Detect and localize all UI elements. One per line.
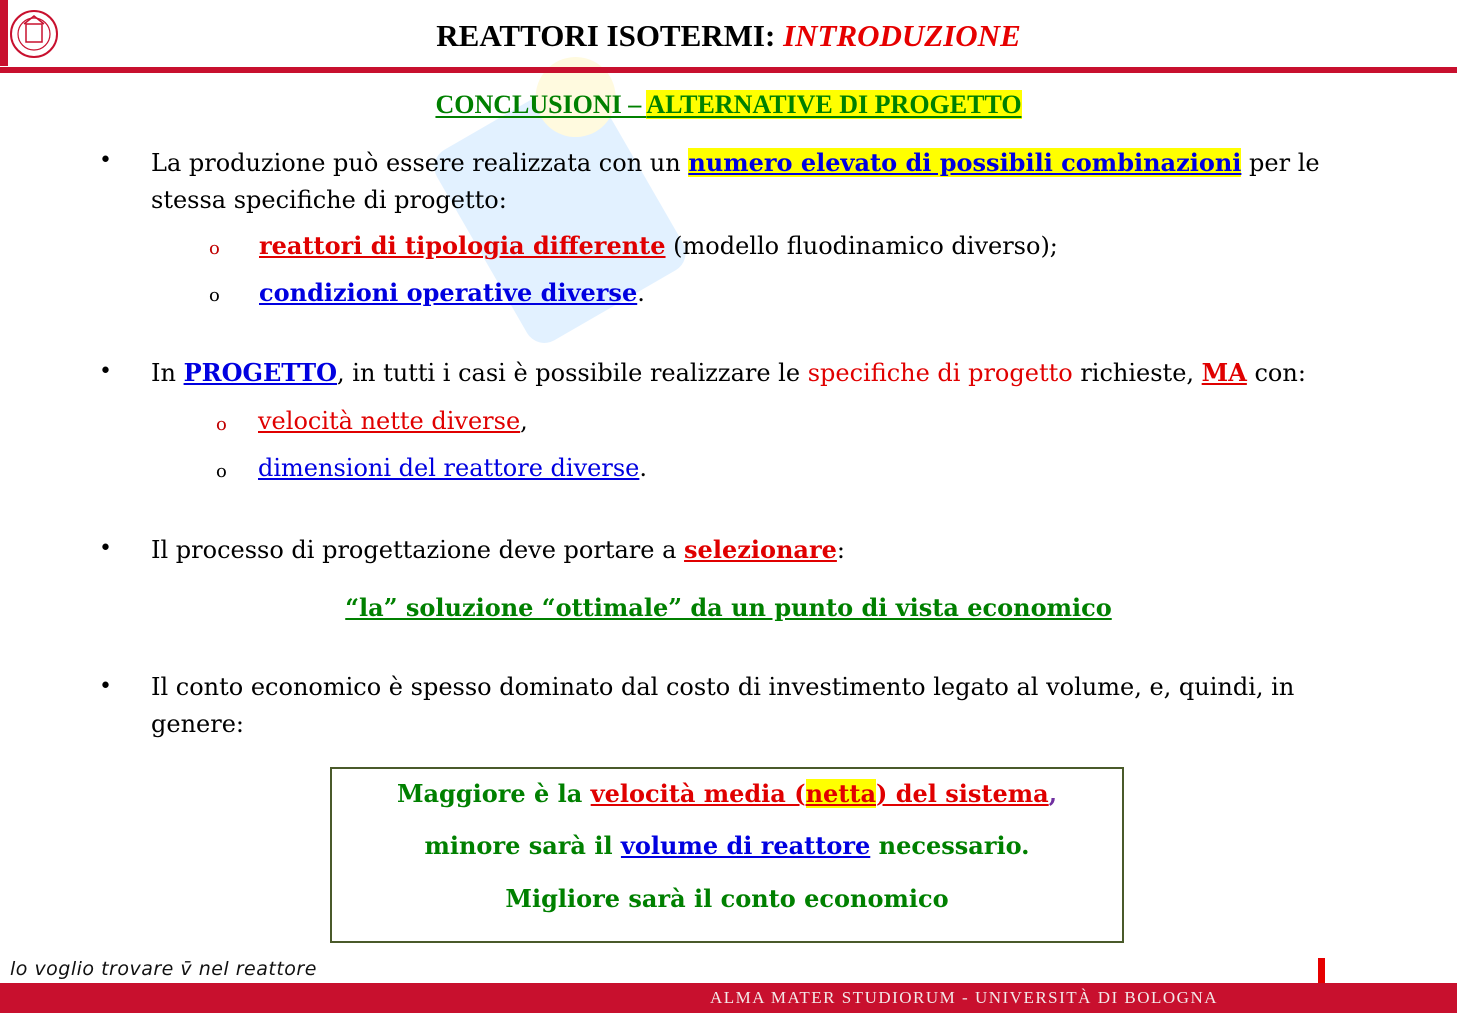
bullet2-sub1-rest: , — [520, 407, 528, 435]
bullet3-selezionare: selezionare — [684, 535, 837, 564]
page-title — [0, 18, 1457, 54]
bullet2-progetto: PROGETTO — [183, 358, 338, 387]
bullet1-sub2 — [259, 274, 645, 312]
sub-marker: o — [209, 285, 220, 306]
box-line-2 — [332, 831, 1122, 860]
bullet2-text-d: con: — [1246, 359, 1306, 387]
bullet1-text — [151, 144, 1381, 219]
box-l1-red-a: velocità media ( — [590, 779, 806, 808]
bullet4-line1: Il conto economico è spesso dominato dal costo di investimento legato al volume, e, quindi, in — [151, 673, 1295, 701]
bullet1-sub2-rest: . — [637, 279, 645, 307]
bullet2-text-a: In — [151, 359, 184, 387]
bullet4-line2: genere: — [151, 710, 244, 738]
optimal-solution-statement: “la” soluzione “ottimale” da un punto di vista economico — [345, 593, 1112, 622]
bullet-marker: • — [99, 148, 112, 173]
bullet1-sub1-rest: (modello fluodinamico diverso); — [665, 232, 1058, 260]
box-l1-comma: , — [1048, 779, 1058, 808]
bullet2-ma: MA — [1201, 358, 1247, 387]
box-line-3: Migliore sarà il conto economico — [505, 884, 949, 913]
bullet2-sub2 — [258, 450, 647, 487]
box-l1-yellow: netta — [805, 779, 877, 808]
handwritten-note: lo voglio trovare v̄ nel reattore — [10, 958, 317, 980]
title-accent: INTRODUZIONE — [783, 18, 1021, 53]
bullet-marker: • — [99, 674, 112, 699]
bullet2-text-c: richieste, — [1072, 359, 1202, 387]
bullet2-sub1-text: velocità nette diverse — [258, 407, 521, 435]
bullet-marker: • — [99, 359, 112, 384]
footer-text: ALMA MATER STUDIORUM - UNIVERSITÀ DI BOLOGNA — [710, 988, 1218, 1007]
bullet2-specifiche: specifiche di progetto — [807, 359, 1073, 387]
bullet2-text — [151, 354, 1381, 392]
sub-marker: o — [209, 238, 220, 259]
box-l1-red-b: ) del sistema — [876, 779, 1049, 808]
bullet1-highlight: numero elevato di possibili combinazioni — [688, 148, 1242, 177]
sub-marker: o — [216, 414, 227, 435]
bullet2-sub2-rest: . — [639, 454, 647, 482]
header-divider — [0, 67, 1457, 73]
sub-marker: o — [216, 461, 227, 482]
box-l2-a: minore sarà il — [424, 831, 621, 860]
bullet1-sub1 — [259, 227, 1058, 265]
bullet1-text-b: per le — [1241, 149, 1320, 177]
bullet2-sub1 — [258, 403, 528, 440]
bullet2-text-b: , in tutti i casi è possibile realizzare le — [337, 359, 808, 387]
bullet3-text-a: Il processo di progettazione deve portare a — [151, 536, 685, 564]
bullet3-text — [151, 531, 845, 569]
section-subtitle — [0, 90, 1457, 120]
bullet1-sub2-strong: condizioni operative diverse — [259, 278, 638, 307]
subtitle-part1: CONCLUSIONI – — [435, 90, 647, 119]
bullet1-line2: stessa specifiche di progetto: — [151, 186, 507, 214]
conclusion-box — [330, 767, 1124, 943]
subtitle-part2: ALTERNATIVE DI PROGETTO — [646, 90, 1022, 119]
bullet4-text — [151, 669, 1381, 743]
box-l2-b: necessario. — [870, 831, 1030, 860]
bullet2-sub2-text: dimensioni del reattore diverse — [258, 454, 640, 482]
bullet-marker: • — [99, 536, 112, 561]
bullet3-text-b: : — [836, 536, 845, 564]
box-line-1 — [332, 779, 1122, 808]
title-main: REATTORI ISOTERMI: — [436, 18, 784, 53]
box-l2-blue: volume di reattore — [620, 831, 871, 860]
bullet1-sub1-strong: reattori di tipologia differente — [259, 231, 666, 260]
box-l1-a: Maggiore è la — [396, 779, 591, 808]
bullet1-text-a: La produzione può essere realizzata con un — [151, 149, 689, 177]
